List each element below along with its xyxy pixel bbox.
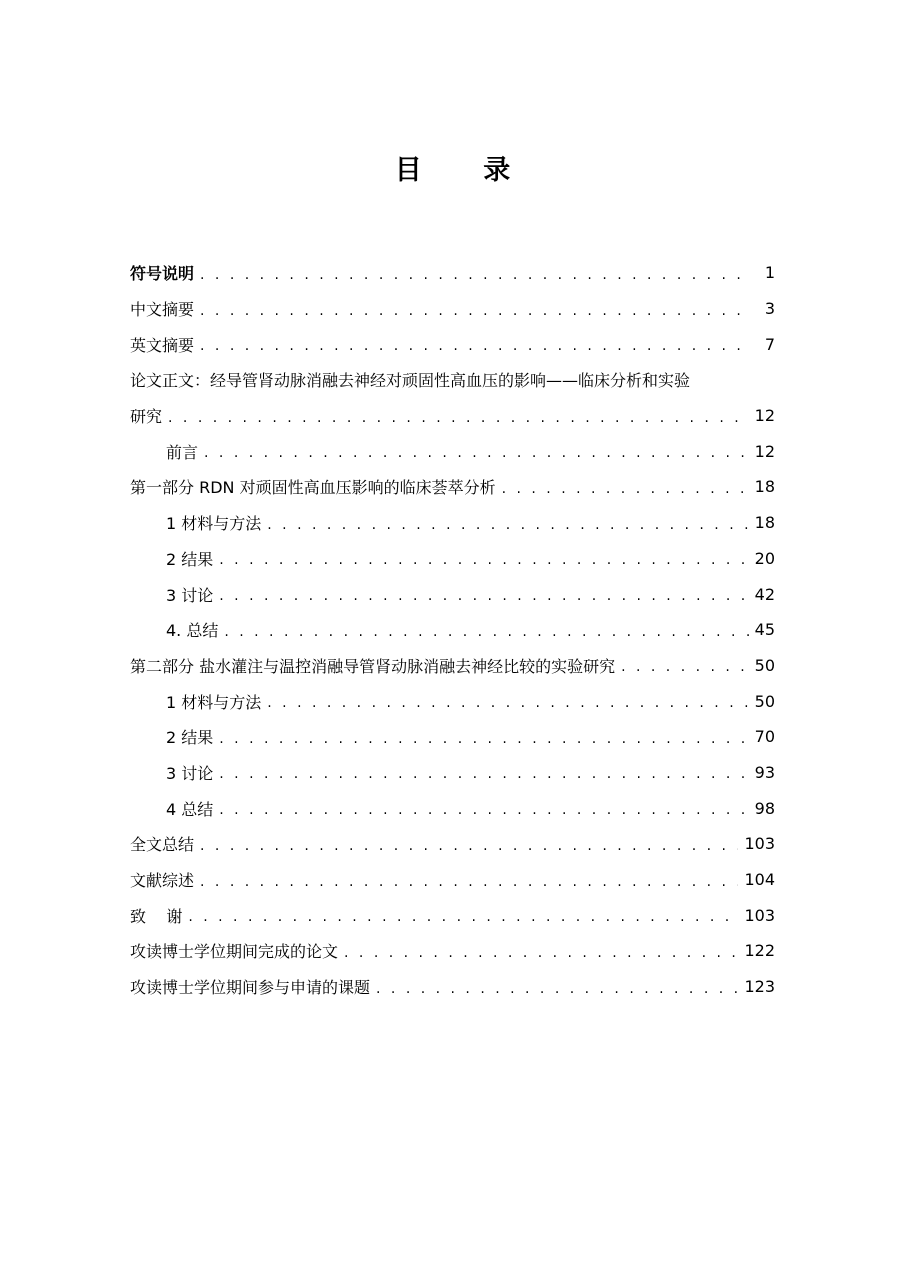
toc-entry-page: 18 [754,477,775,497]
dot-leader [219,766,748,782]
toc-entry-label: 4. 总结 [166,621,219,641]
dot-leader [219,588,748,604]
dot-leader [621,659,749,675]
dot-leader [204,445,749,461]
toc-entry-page: 20 [754,548,775,568]
toc-entry-p2-summary[interactable] [130,790,775,826]
dot-leader [502,481,749,497]
toc-entry-label: 1 材料与方法 [166,692,262,712]
toc-entry-p1-results[interactable] [130,541,775,577]
toc-entry-publications[interactable] [130,933,775,969]
toc-entry-page: 104 [744,870,775,890]
toc-entry-page: 103 [744,905,775,925]
toc-entry-label: 全文总结 [130,835,195,855]
dot-leader [168,410,749,426]
toc-entry-preface[interactable] [130,433,775,469]
toc-entry-label: 论文正文：经导管肾动脉消融去神经对顽固性高血压的影响——临床分析和实验 [130,371,691,391]
toc-entry-label: 第二部分 盐水灌注与温控消融导管肾动脉消融去神经比较的实验研究 [130,656,616,676]
toc-entry-page: 18 [754,513,775,533]
dot-leader [200,303,751,319]
toc-entry-page: 98 [754,798,775,818]
toc-entry-page: 70 [754,727,775,747]
toc-entry-part-two[interactable] [130,648,775,684]
dot-leader [200,338,751,354]
toc-entry-label: 1 材料与方法 [166,514,262,534]
toc-entry-page: 50 [754,655,775,675]
toc-entry-page: 103 [744,834,775,854]
dot-leader [219,802,748,818]
dot-leader [219,552,748,568]
dot-leader [224,624,748,640]
toc-entry-english-abstract[interactable] [130,326,775,362]
toc-entry-label: 致 谢 [130,906,183,926]
toc-entry-part-one[interactable] [130,469,775,505]
toc-entry-page: 42 [754,584,775,604]
toc-entry-label: 3 讨论 [166,585,214,605]
toc-entry-projects[interactable] [130,969,775,1005]
dot-leader [200,838,738,854]
toc-entry-label: 第一部分 RDN 对顽固性高血压影响的临床荟萃分析 [130,478,496,498]
toc-entry-main-text[interactable] [130,362,775,398]
toc-entry-page: 50 [754,691,775,711]
toc-entry-p2-results[interactable] [130,719,775,755]
toc-entry-label: 攻读博士学位期间完成的论文 [130,942,339,962]
toc-entry-acknowledgements[interactable] [130,897,775,933]
toc-entry-label: 符号说明 [130,264,195,284]
toc-entry-p1-discussion[interactable] [130,576,775,612]
toc-entry-page: 7 [764,334,775,354]
toc-entry-page: 12 [754,406,775,426]
toc-entry-main-text-cont[interactable] [130,398,775,434]
toc-entry-p2-discussion[interactable] [130,755,775,791]
dot-leader [267,695,748,711]
toc-entry-full-summary[interactable] [130,826,775,862]
toc-entry-label: 研究 [130,407,163,427]
dot-leader [188,909,738,925]
toc-entry-label: 攻读博士学位期间参与申请的课题 [130,978,371,998]
toc-entry-p2-methods[interactable] [130,683,775,719]
toc-entry-page: 93 [754,762,775,782]
toc-entry-p1-methods[interactable] [130,505,775,541]
page-title: 目 录 [394,155,537,186]
toc-entry-label: 文献综述 [130,871,195,891]
toc-entry-page: 123 [744,977,775,997]
toc-entry-label: 英文摘要 [130,335,195,355]
toc-entry-page: 45 [754,620,775,640]
toc-entry-label: 3 讨论 [166,763,214,783]
dot-leader [344,945,738,961]
toc-entry-label: 2 结果 [166,549,214,569]
table-of-contents [130,255,775,1004]
toc-entry-label: 4 总结 [166,799,214,819]
toc-entry-label: 前言 [166,442,199,462]
toc-entry-page: 12 [754,441,775,461]
toc-entry-page: 122 [744,941,775,961]
dot-leader [200,267,751,283]
toc-entry-page: 1 [764,263,775,283]
dot-leader [219,731,748,747]
dot-leader [376,981,738,997]
toc-entry-page: 3 [764,299,775,319]
toc-entry-label: 中文摘要 [130,300,195,320]
toc-entry-literature-review[interactable] [130,862,775,898]
toc-entry-p1-summary[interactable] [130,612,775,648]
dot-leader [200,874,738,890]
toc-entry-symbols[interactable] [130,255,775,291]
toc-entry-label: 2 结果 [166,728,214,748]
toc-entry-chinese-abstract[interactable] [130,291,775,327]
dot-leader [267,517,748,533]
